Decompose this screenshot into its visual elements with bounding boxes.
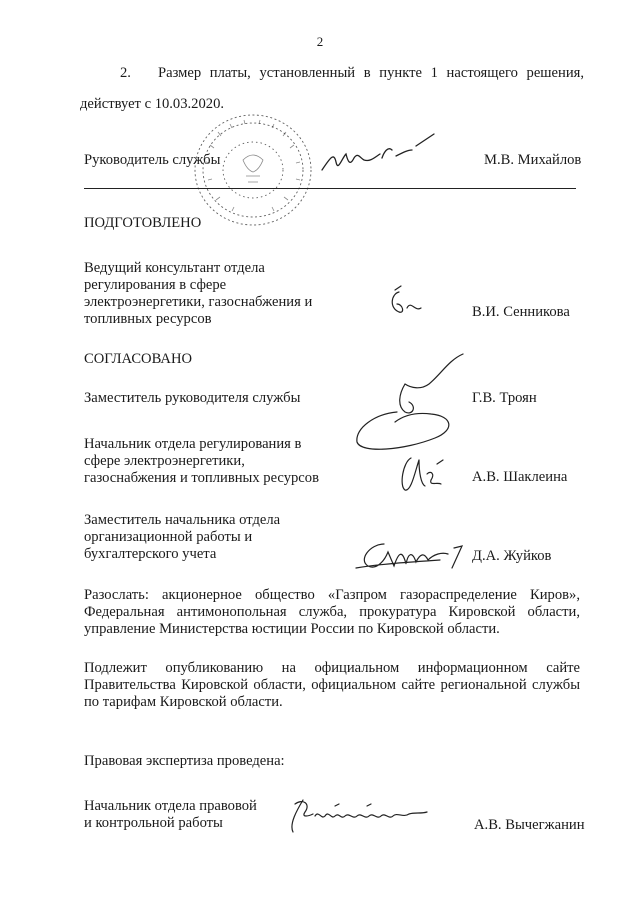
- approver-position-line: газоснабжения и топливных ресурсов: [84, 470, 319, 486]
- legal-review-position: [84, 798, 257, 832]
- prepared-heading: ПОДГОТОВЛЕНО: [84, 215, 202, 231]
- approver-3-signature: [350, 530, 475, 575]
- prepared-position-line: топливных ресурсов: [84, 311, 212, 327]
- legal-review-name: А.В. Вычегжанин: [474, 817, 585, 833]
- approver-position-line: сфере электроэнергетики,: [84, 453, 245, 469]
- approver-position-line: Заместитель начальника отдела: [84, 512, 281, 528]
- legal-review-signature: [283, 790, 443, 840]
- official-seal-stamp: [188, 110, 318, 230]
- head-name: М.В. Михайлов: [484, 152, 582, 168]
- publication-note: Подлежит опубликованию на официальном информационном сайте Правительства Кировской области, официальном сайте региональной службы по тарифам Кировской области.: [84, 660, 580, 710]
- approver-position-line: бухгалтерского учета: [84, 546, 217, 562]
- head-signature: [300, 128, 440, 183]
- approver-1-name: Г.В. Троян: [472, 390, 537, 406]
- separator-line: [84, 188, 576, 189]
- legal-review-position-line: и контрольной работы: [84, 815, 223, 831]
- prepared-position-line: регулирования в сфере: [84, 277, 227, 293]
- approver-position-line: Начальник отдела регулирования в: [84, 436, 302, 452]
- approver-1-position: [84, 390, 300, 407]
- approver-2-name: А.В. Шаклеина: [472, 469, 568, 485]
- clause-text: Размер платы, установленный в пункте 1 настоящего решения, действует с 10.03.2020.: [80, 65, 584, 112]
- approver-1-signature: [345, 350, 475, 455]
- approver-position-line: Заместитель руководителя службы: [84, 390, 301, 406]
- approved-heading: СОГЛАСОВАНО: [84, 351, 193, 367]
- legal-review-label: Правовая экспертиза проведена:: [84, 753, 285, 769]
- legal-review-position-line: Начальник отдела правовой: [84, 798, 257, 814]
- approver-3-position: [84, 512, 344, 563]
- prepared-position-line: электроэнергетики, газоснабжения и: [84, 294, 313, 310]
- prepared-name: В.И. Сенникова: [472, 304, 570, 320]
- distribution-list: Разослать: акционерное общество «Газпром газораспределение Киров», Федеральная антимонопольная служба, прокуратура Кировской области, управление Министерства юстиции России по Кировской области.: [84, 587, 580, 637]
- clause-2: [80, 58, 584, 120]
- approver-2-signature: [395, 452, 455, 496]
- prepared-signature: [385, 282, 435, 322]
- page-number: 2: [316, 34, 324, 49]
- prepared-position: [84, 260, 344, 328]
- approver-2-position: [84, 436, 354, 487]
- approver-3-name: Д.А. Жуйков: [472, 548, 552, 564]
- head-position: Руководитель службы: [84, 152, 221, 168]
- approver-position-line: организационной работы и: [84, 529, 253, 545]
- prepared-position-line: Ведущий консультант отдела: [84, 260, 265, 276]
- clause-number: 2.: [120, 65, 131, 81]
